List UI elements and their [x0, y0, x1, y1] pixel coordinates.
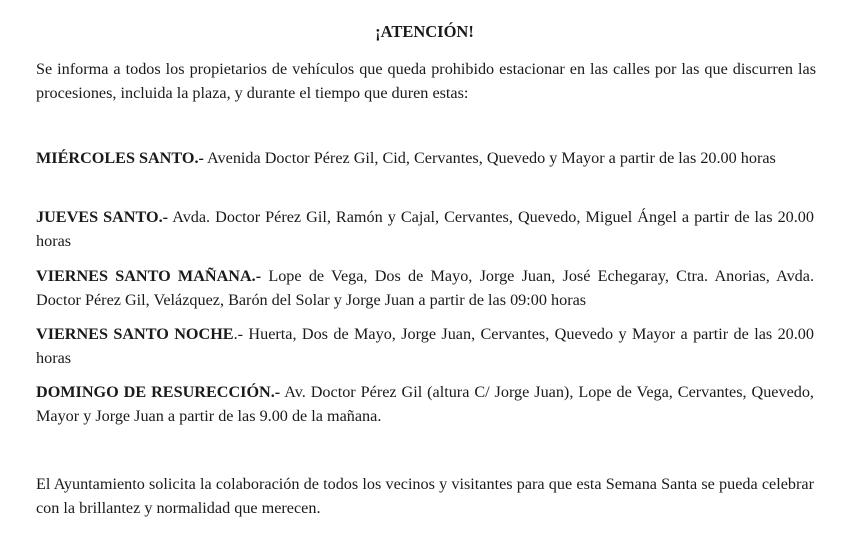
schedule-item-jueves: [36, 205, 814, 253]
schedule-item-text: Lope de Vega, Dos de Mayo, Jorge Juan, José Echegaray, Ctra. Anorias, Avda. Doctor Pérez Gil, Velázquez, Barón del Solar y Jorge Juan a partir de las 09:00 horas: [36, 267, 814, 309]
schedule-item-heading: JUEVES SANTO.-: [36, 208, 169, 226]
notice-intro: Se informa a todos los propietarios de vehículos que queda prohibido estacionar en las calles por las que discurren las procesiones, incluida la plaza, y durante el tiempo que duren estas:: [36, 60, 816, 102]
schedule-item-text: .- Huerta, Dos de Mayo, Jorge Juan, Cervantes, Quevedo y Mayor a partir de las 20.00 horas: [36, 325, 814, 367]
schedule-item-text: Avenida Doctor Pérez Gil, Cid, Cervantes, Quevedo y Mayor a partir de las 20.00 horas: [203, 149, 776, 167]
schedule-item-viernes-manana: [36, 264, 814, 312]
schedule-item-miercoles: [36, 146, 814, 170]
schedule-item-text: Avda. Doctor Pérez Gil, Ramón y Cajal, Cervantes, Quevedo, Miguel Ángel a partir de las 20.00 horas: [36, 208, 814, 250]
notice-closing: El Ayuntamiento solicita la colaboración de todos los vecinos y visitantes para que esta Semana Santa se pueda celebrar con la brillantez y normalidad que merecen.: [36, 475, 814, 517]
schedule-item-heading: VIERNES SANTO MAÑANA.-: [36, 267, 262, 285]
schedule-item-text: Av. Doctor Pérez Gil (altura C/ Jorge Juan), Lope de Vega, Cervantes, Quevedo, Mayor y Jorge Juan a partir de las 9.00 de la mañana.: [36, 383, 814, 425]
schedule-item-viernes-noche: [36, 322, 814, 370]
schedule-item-heading: MIÉRCOLES SANTO.-: [36, 149, 204, 167]
schedule-item-heading: DOMINGO DE RESURECCIÓN.-: [36, 383, 281, 401]
schedule-item-domingo: [36, 380, 814, 428]
schedule-item-heading: VIERNES SANTO NOCHE: [36, 325, 234, 343]
notice-title: ¡ATENCIÓN!: [375, 22, 474, 41]
